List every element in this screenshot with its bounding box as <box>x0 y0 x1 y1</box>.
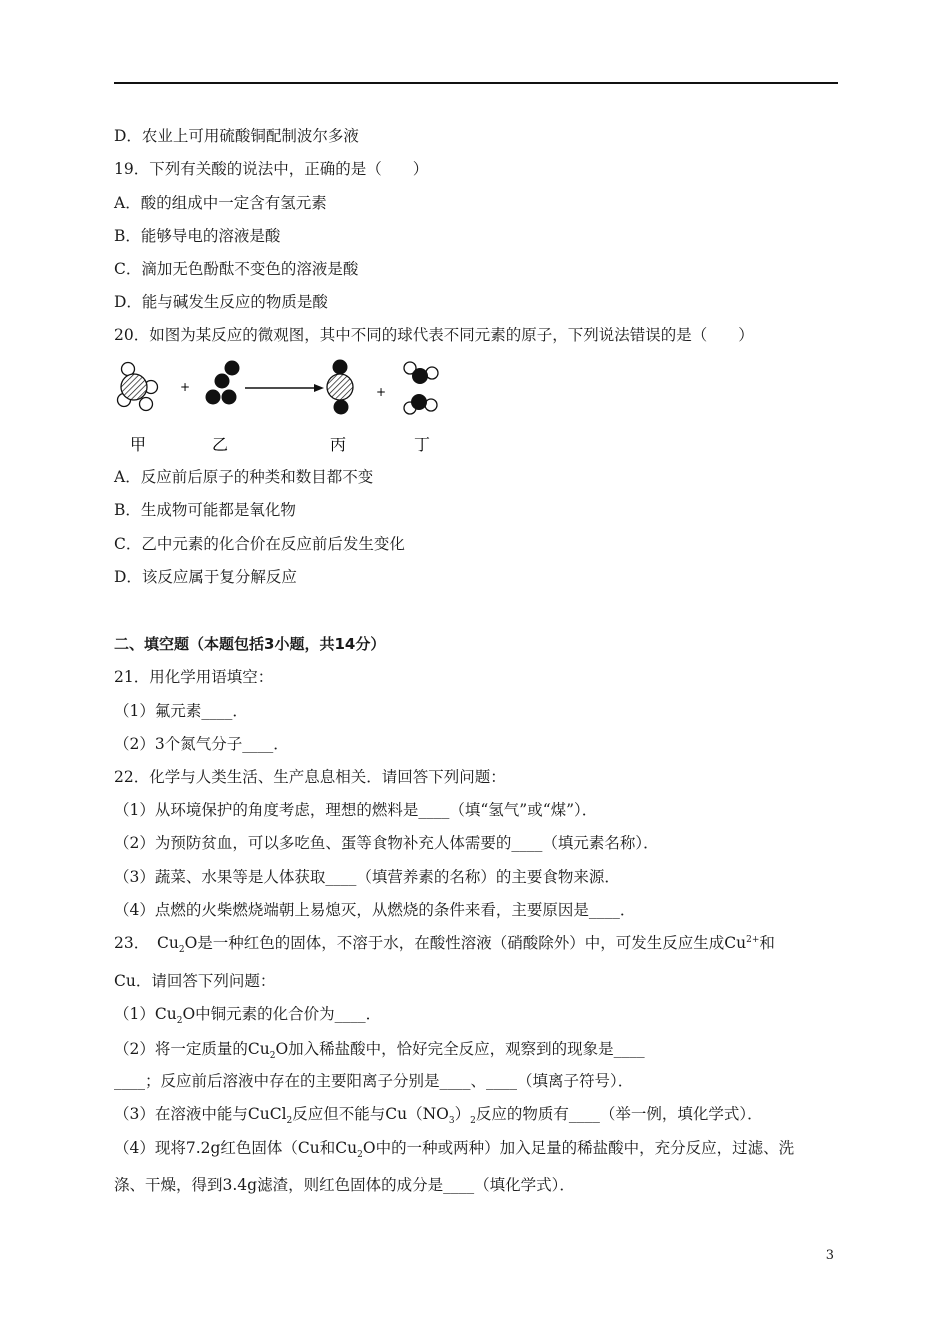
subscript: 2 <box>269 1051 276 1062</box>
option-text: A．反应前后原子的种类和数目都不变 <box>114 468 374 486</box>
question-19: 19．下列有关酸的说法中，正确的是（ ） <box>114 160 429 178</box>
subscript: 3 <box>448 1116 455 1127</box>
text-run: O中的一种或两种）加入足量的稀盐酸中，充分反应，过滤、洗 <box>362 1139 795 1157</box>
subquestion <box>114 1004 382 1027</box>
reaction-diagram <box>112 356 448 458</box>
option-text: D．农业上可用硫酸铜配制波尔多液 <box>114 127 359 145</box>
label-yi: 乙 <box>212 435 229 454</box>
subscript: 2 <box>470 1116 476 1127</box>
subquestion-cont: 涤、干燥，得到3.4g滤渣，则红色固体的成分是____（填化学式）． <box>114 1176 575 1194</box>
question-23 <box>114 933 775 956</box>
option-text: D．能与碱发生反应的物质是酸 <box>114 293 328 311</box>
subquestion: （2）为预防贫血，可以多吃鱼、蛋等食物补充人体需要的____（填元素名称）． <box>114 834 659 852</box>
question-20: 20．如图为某反应的微观图，其中不同的球代表不同元素的原子，下列说法错误的是（ ） <box>114 326 754 344</box>
text-run: 和 <box>759 934 775 952</box>
option-text: C．滴加无色酚酞不变色的溶液是酸 <box>114 260 359 278</box>
subscript: 2 <box>286 1116 293 1127</box>
reaction-arrow <box>245 384 324 392</box>
text-run: 反应但不能与Cu（NO <box>292 1105 449 1123</box>
molecule-yi <box>206 361 240 405</box>
subquestion <box>114 1104 763 1127</box>
subquestion: （1）氟元素____． <box>114 702 248 720</box>
reaction-svg <box>112 356 448 458</box>
molecule-jia <box>118 363 158 411</box>
option-text: C．乙中元素的化合价在反应前后发生变化 <box>114 535 405 553</box>
label-jia: 甲 <box>130 435 147 454</box>
label-ding: 丁 <box>414 435 431 454</box>
subquestion <box>114 1039 645 1062</box>
text-run: （4）现将7.2g红色固体（Cu和Cu <box>114 1139 358 1157</box>
text-run: （1）Cu <box>114 1005 177 1023</box>
subquestion-cont: ____；反应前后溶液中存在的主要阳离子分别是____、____（填离子符号）． <box>114 1072 634 1090</box>
section-title: 二、填空题（本题包括3小题，共14分） <box>114 635 386 653</box>
subquestion: （3）蔬菜、水果等是人体获取____（填营养素的名称）的主要食物来源． <box>114 868 620 886</box>
subquestion: （1）从环境保护的角度考虑，理想的燃料是____（填“氢气”或“煤”）． <box>114 801 598 819</box>
text-run: 23． Cu <box>114 934 179 952</box>
question-23-cont: Cu．请回答下列问题： <box>114 972 276 990</box>
text-run: 反应的物质有____（举一例，填化学式）． <box>475 1105 763 1123</box>
molecule-bing <box>327 360 353 415</box>
text-run: O中铜元素的化合价为____． <box>182 1005 382 1023</box>
superscript: 2+ <box>746 934 760 945</box>
option-text: D．该反应属于复分解反应 <box>114 568 297 586</box>
subquestion: （2）3个氮气分子____． <box>114 735 289 753</box>
text-run: ） <box>454 1105 471 1123</box>
text-run: （2）将一定质量的Cu <box>114 1040 270 1058</box>
molecule-ding <box>404 362 438 414</box>
subquestion <box>114 1138 795 1161</box>
text-run: O加入稀盐酸中，恰好完全反应，观察到的现象是____ <box>275 1040 645 1058</box>
page-number: 3 <box>825 1248 834 1263</box>
subquestion: （4）点燃的火柴燃烧端朝上易熄灭，从燃烧的条件来看，主要原因是____． <box>114 901 636 919</box>
text-run: （3）在溶液中能与CuCl <box>114 1105 287 1123</box>
text-run: O是一种红色的固体，不溶于水，在酸性溶液（硝酸除外）中，可发生反应生成Cu <box>184 934 747 952</box>
option-text: A．酸的组成中一定含有氢元素 <box>114 194 327 212</box>
subscript: 2 <box>357 1150 363 1161</box>
option-text: B．能够导电的溶液是酸 <box>114 227 281 245</box>
subscript: 2 <box>178 945 185 956</box>
plus-sign: + <box>376 385 387 399</box>
label-bing: 丙 <box>330 435 347 454</box>
question-21: 21．用化学用语填空： <box>114 668 274 686</box>
plus-sign: + <box>180 380 191 394</box>
header-rule <box>114 82 838 84</box>
subscript: 2 <box>176 1016 183 1027</box>
option-text: B．生成物可能都是氧化物 <box>114 501 296 519</box>
question-22: 22．化学与人类生活、生产息息相关．请回答下列问题： <box>114 768 506 786</box>
